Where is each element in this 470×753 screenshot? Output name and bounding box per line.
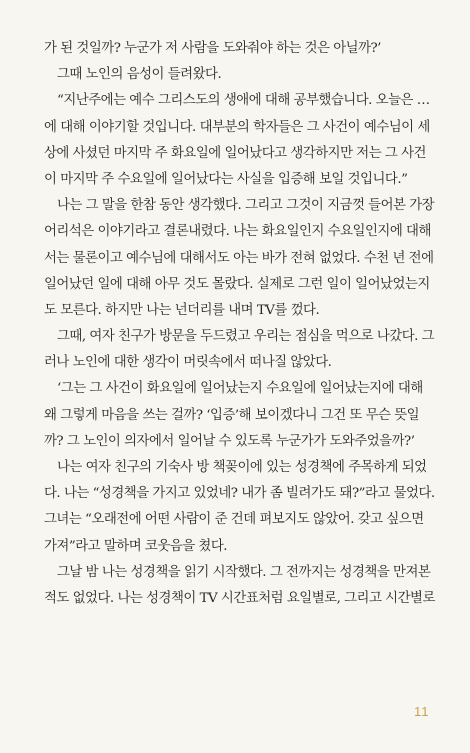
text-line: 그날 밤 나는 성경책을 읽기 시작했다. 그 전까지는 성경책을 만져본: [57, 564, 431, 580]
text-line: 적도 없었다. 나는 성경책이 TV 시간표처럼 요일별로, 그리고 시간별로: [44, 590, 435, 606]
text-line: 어리석은 이야기라고 결론내렸다. 나는 화요일인지 수요일인지에 대해: [44, 224, 431, 240]
text-line: 가 된 것일까? 누군가 저 사람을 도와줘야 하는 것은 아닐까?’: [44, 41, 381, 56]
text-line: 에 대해 이야기할 것입니다. 대부분의 학자들은 그 사건이 예수님이 세: [44, 119, 430, 135]
text-line: 가져”라고 말하며 코웃음을 쳤다.: [44, 538, 228, 554]
text-line: 그때 노인의 음성이 들려왔다.: [57, 67, 222, 83]
text-line: 상에 사셨던 마지막 주 화요일에 일어났다고 생각하지만 저는 그 사건: [44, 145, 426, 161]
body-text: [44, 36, 436, 612]
text-line: 러나 노인에 대한 생각이 머릿속에서 떠나질 않았다.: [44, 355, 332, 371]
page-number: 11: [414, 704, 430, 719]
text-line: 그때, 여자 친구가 방문을 두드렸고 우리는 점심을 먹으로 나갔다. 그: [57, 329, 435, 345]
text-line: 일어났던 일에 대해 아무 것도 몰랐다. 실제로 그런 일이 일어났었는지: [44, 276, 430, 292]
text-line: 나는 여자 친구의 기숙사 방 책꽂이에 있는 성경책에 주목하게 되었: [57, 460, 427, 475]
text-line: 왜 그렇게 마음을 쓰는 걸까? ‘입증’해 보이겠다니 그건 또 무슨 뜻일: [44, 407, 420, 423]
text-line: 그녀는 “오래전에 어떤 사람이 준 건데 펴보지도 않았어. 갖고 싶으면: [44, 512, 424, 528]
text-line: 서는 물론이고 예수님에 대해서도 아는 바가 전혀 없었다. 수천 년 전에: [44, 250, 434, 266]
text-line: ‘그는 그 사건이 화요일에 일어났는지 수요일에 일어났는지에 대해: [57, 381, 423, 397]
text-line: 나는 그 말을 한참 동안 생각했다. 그리고 그것이 지금껏 들어본 가장: [57, 198, 435, 214]
text-line: 이 마지막 주 수요일에 일어났다는 사실을 입증해 보일 것입니다.”: [44, 171, 408, 187]
text-line: 까? 그 노인이 의자에서 일어날 수 있도록 누군가가 도와주었을까?’: [44, 433, 415, 449]
text-line: 도 모른다. 하지만 나는 넌더리를 내며 TV를 껐다.: [44, 302, 320, 318]
text-line: “지난주에는 예수 그리스도의 생애에 대해 공부했습니다. 오늘은 …: [57, 93, 430, 109]
text-line: 다. 나는 “성경책을 가지고 있었네? 내가 좀 빌려가도 돼?”라고 물었다.: [44, 486, 435, 502]
